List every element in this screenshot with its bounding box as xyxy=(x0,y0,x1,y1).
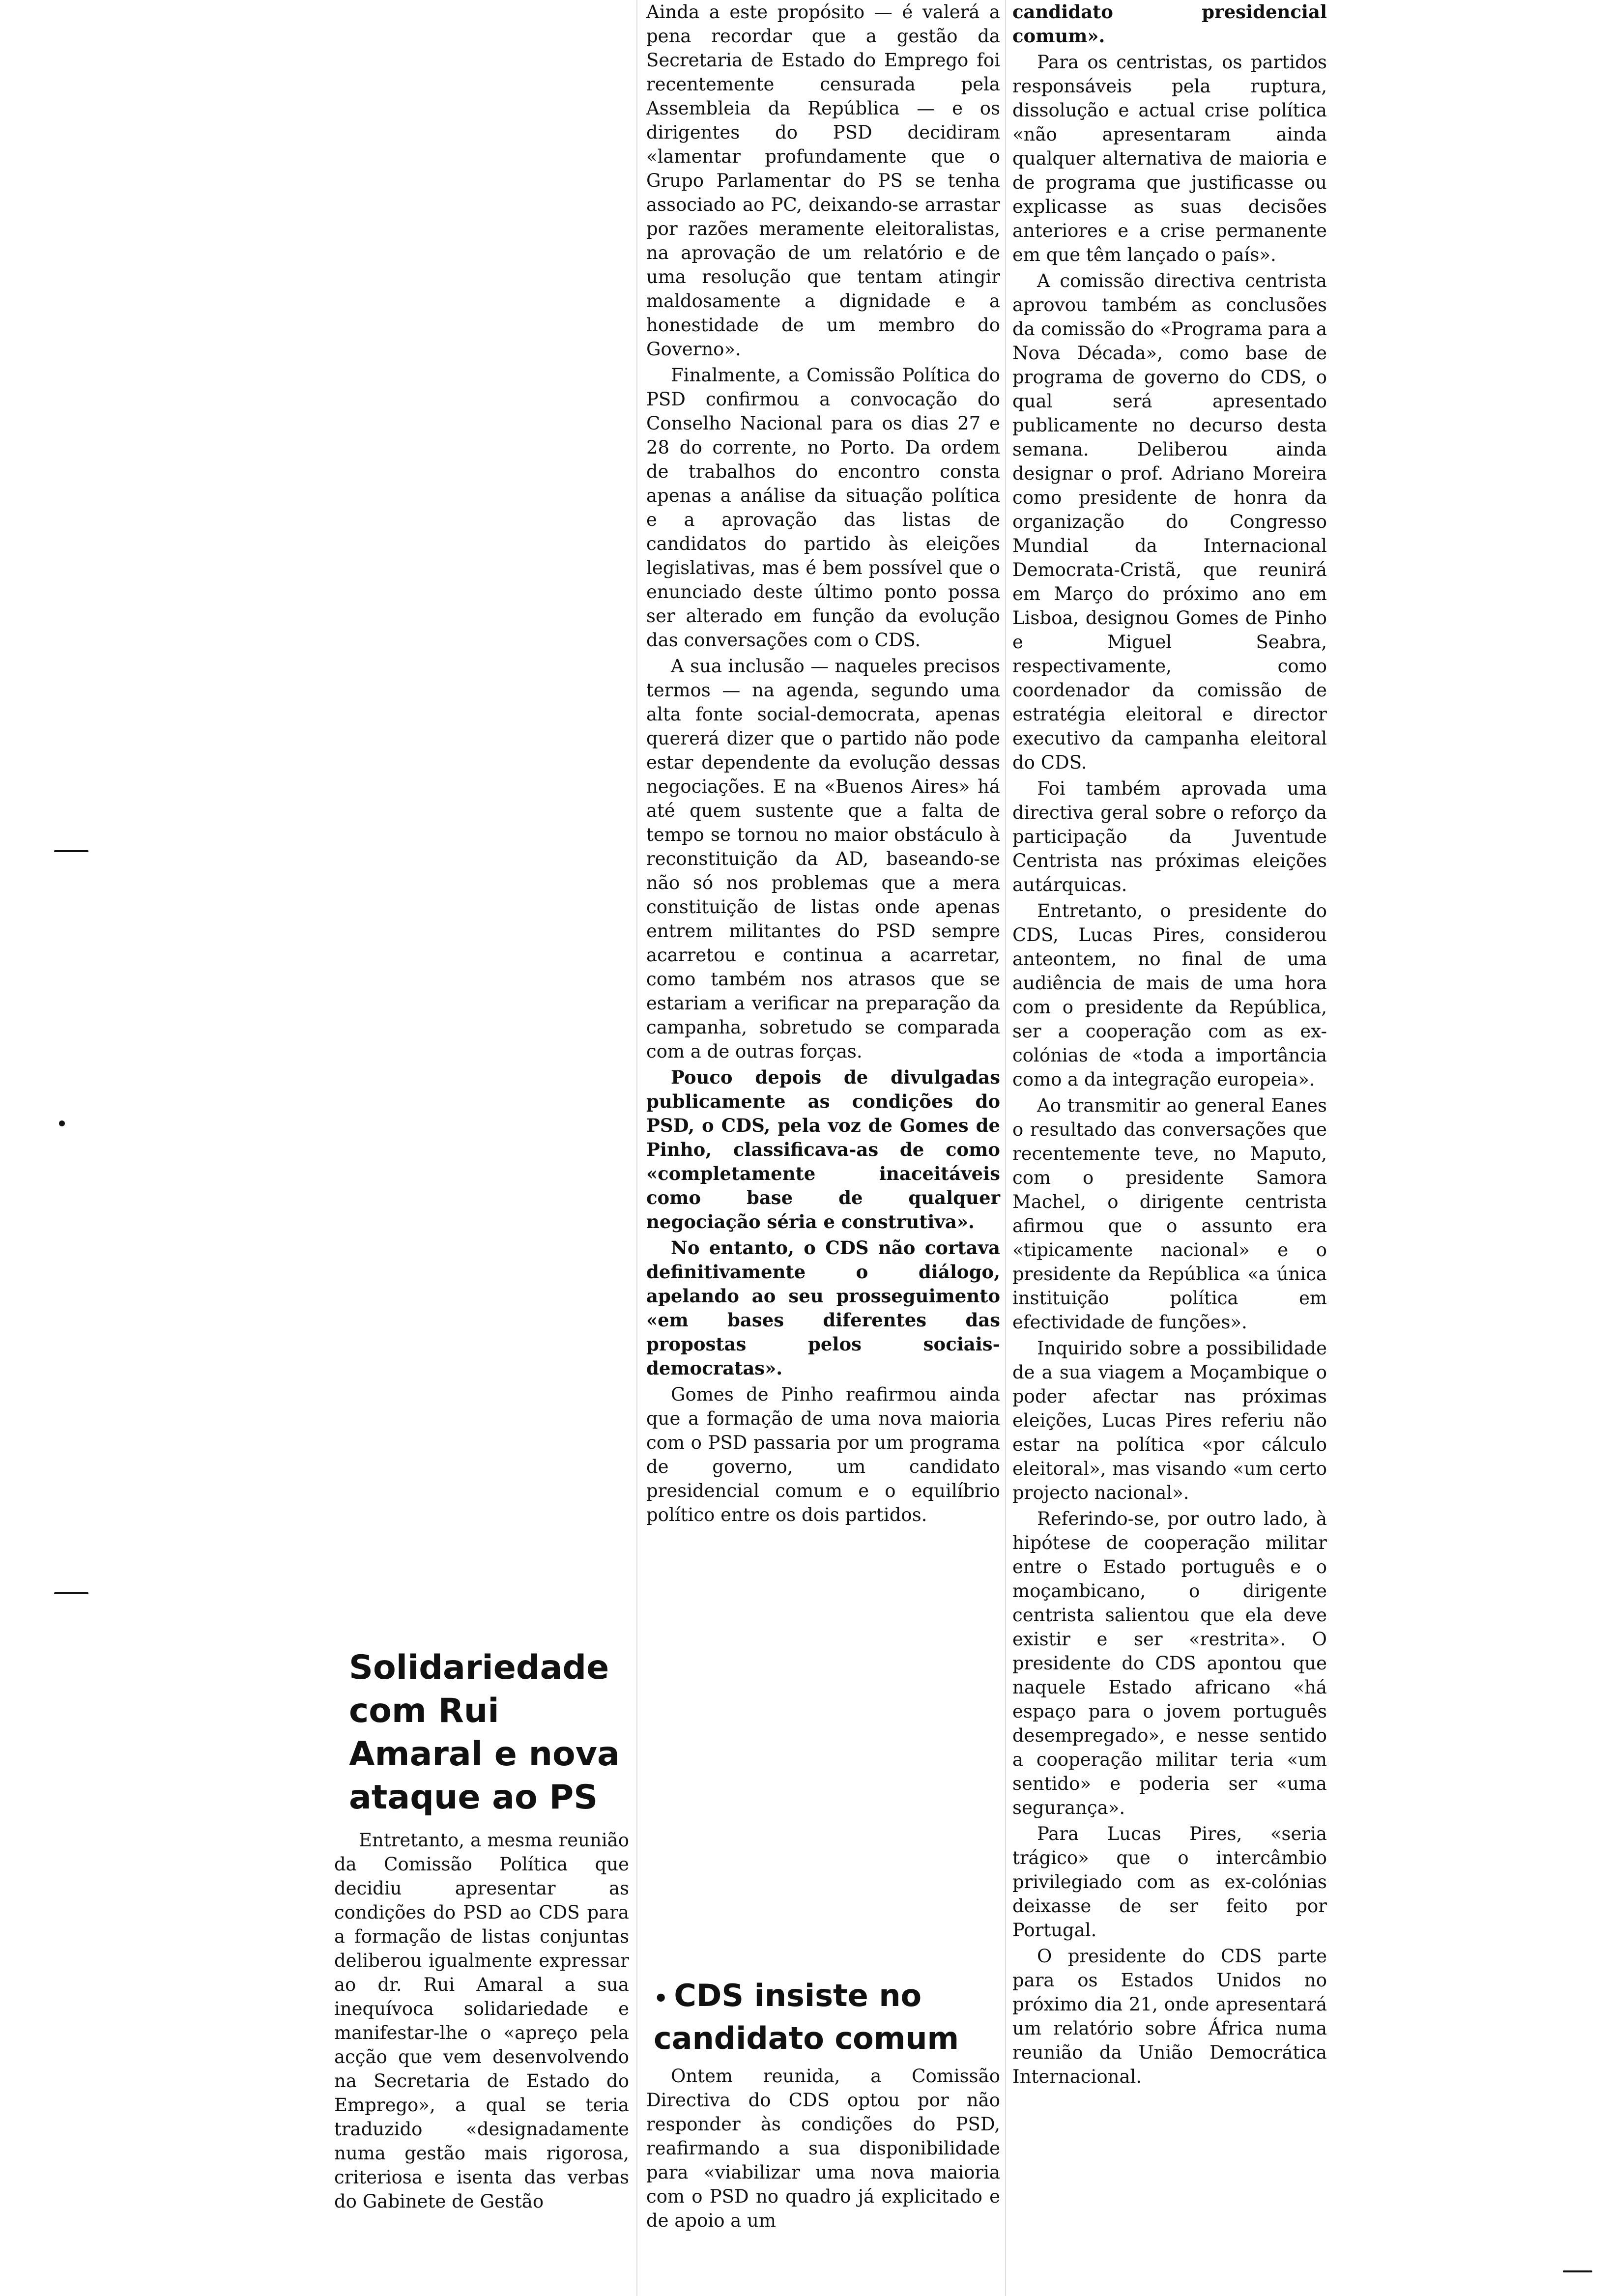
bullet-icon: • xyxy=(654,1985,668,2011)
paragraph: Para os centristas, os partidos responsáveis pela ruptura, dissolução e actual crise política «não apresentaram ainda qualquer alternativa de maioria e de programa que justificasse ou explicasse as suas decisões anteriores e a crise permanente em que têm lançado o país». xyxy=(1012,52,1327,265)
cds-column xyxy=(646,2064,1000,2235)
paragraph: Ao transmitir ao general Eanes o resultado das conversações que recentemente teve, no Maputo, com o presidente Samora Machel, o dirigente centrista afirmou que o assunto era «tipicamente nacional» e o presidente da República «a única instituição política em efectividade de funções». xyxy=(1012,1095,1327,1333)
column-divider xyxy=(1005,0,1006,2296)
paragraph: No entanto, o CDS não cortava definitivamente o diálogo, apelando ao seu prosseguimento «em bases diferentes das propostas pelos sociais-democratas». xyxy=(646,1237,1000,1379)
scan-dot xyxy=(59,1120,65,1126)
paragraph: O presidente do CDS parte para os Estados Unidos no próximo dia 21, onde apresentará um relatório sobre África numa reunião da União Democrática Internacional. xyxy=(1012,1946,1327,2087)
paragraph: Ainda a este propósito — é valerá a pena recordar que a gestão da Secretaria de Estado do Emprego foi recentemente censurada pela Assembleia da República — e os dirigentes do PSD decidiram «lamentar profundamente que o Grupo Parlamentar do PS se tenha associado ao PC, deixando-se arrastar por razões meramente eleitoralistas, na aprovação de um relatório e de uma resolução que tentam atingir maldosamente a dignidade e a honestidade de um membro do Governo». xyxy=(646,1,1000,360)
scan-mark xyxy=(1563,2270,1592,2272)
headline-cds-insiste xyxy=(654,1976,968,2059)
scan-mark xyxy=(54,850,88,852)
paragraph: Ontem reunida, a Comissão Directiva do CDS optou por não responder às condições do PSD, reafirmando a sua disponibilidade para «viabilizar uma nova maioria com o PSD no quadro já explicitado e de apoio a um xyxy=(646,2066,1000,2231)
headline-solidariedade: Solidariedade com Rui Amaral e nova ataque ao PS xyxy=(349,1648,620,1817)
scan-mark xyxy=(54,1592,88,1594)
paragraph: Pouco depois de divulgadas publicamente as condições do PSD, o CDS, pela voz de Gomes de Pinho, classificava-as de como «completamente inaceitáveis como base de qualquer negociação séria e construtiva». xyxy=(646,1066,1000,1233)
paragraph: Finalmente, a Comissão Política do PSD confirmou a convocação do Conselho Nacional para os dias 27 e 28 do corrente, no Porto. Da ordem de trabalhos do encontro consta apenas a análise da situação política e a aprovação das listas de candidatos do partido às eleições legislativas, mas é bem possível que o enunciado deste último ponto possa ser alterado em função da evolução das conversações com o CDS. xyxy=(646,365,1000,651)
middle-column xyxy=(646,0,1000,1529)
right-column xyxy=(1012,0,1327,2091)
paragraph: A comissão directiva centrista aprovou também as conclusões da comissão do «Programa para a Nova Década», como base de programa de governo do CDS, o qual será apresentado publicamente no decurso desta semana. Deliberou ainda designar o prof. Adriano Moreira como presidente de honra da organização do Congresso Mundial da Internacional Democrata-Cristã, que reunirá em Março do próximo ano em Lisboa, designou Gomes de Pinho e Miguel Seabra, respectivamente, como coordenador da comissão de estratégia eleitoral e director executivo da campanha eleitoral do CDS. xyxy=(1012,270,1327,773)
paragraph: Entretanto, a mesma reunião da Comissão Política que decidiu apresentar as condições do PSD ao CDS para a formação de listas conjuntas deliberou igualmente expressar ao dr. Rui Amaral a sua inequívoca solidariedade e manifestar-lhe o «apreço pela acção que vem desenvolvendo na Secretaria de Estado do Emprego», a qual se teria traduzido «designadamente numa gestão mais rigorosa, criteriosa e isenta das verbas do Gabinete de Gestão xyxy=(334,1830,629,2212)
paragraph: candidato presidencial comum». xyxy=(1012,1,1327,47)
paragraph: Referindo-se, por outro lado, à hipótese de cooperação militar entre o Estado português e o moçambicano, o dirigente centrista salientou que ela deve existir e ser «restrita». O presidente do CDS apontou que naquele Estado africano «há espaço para o jovem português desempregado», e nesse sentido a cooperação militar teria «um sentido» e poderia ser «uma segurança». xyxy=(1012,1508,1327,1818)
paragraph: Para Lucas Pires, «seria trágico» que o intercâmbio privilegiado com as ex-colónias deixasse de ser feito por Portugal. xyxy=(1012,1823,1327,1941)
paragraph: Entretanto, o presidente do CDS, Lucas Pires, considerou anteontem, no final de uma audiência de mais de uma hora com o presidente da República, ser a cooperação com as ex-colónias de «toda a importância como a da integração europeia». xyxy=(1012,900,1327,1090)
paragraph: Inquirido sobre a possibilidade de a sua viagem a Moçambique o poder afectar nas próximas eleições, Lucas Pires referiu não estar na política «por cálculo eleitoral», mas visando «um certo projecto nacional». xyxy=(1012,1338,1327,1503)
left-column xyxy=(334,1828,629,2215)
paragraph: A sua inclusão — naqueles precisos termos — na agenda, segundo uma alta fonte social-democrata, apenas quererá dizer que o partido não pode estar dependente da evolução dessas negociações. E na «Buenos Aires» há até quem sustente que a falta de tempo se tornou no maior obstáculo à reconstituição da AD, baseando-se não só nos problemas que a mera constituição de listas onde apenas entrem militantes do PSD sempre acarretou e continua a acarretar, como também nos atrasos que se estariam a verificar na preparação da campanha, sobretudo se comparada com a de outras forças. xyxy=(646,656,1000,1062)
paragraph: Gomes de Pinho reafirmou ainda que a formação de uma nova maioria com o PSD passaria por um programa de governo, um candidato presidencial comum e o equilíbrio político entre os dois partidos. xyxy=(646,1384,1000,1525)
headline-text: CDS insiste no candidato comum xyxy=(654,1978,959,2056)
column-divider xyxy=(636,0,637,2296)
paragraph: Foi também aprovada uma directiva geral sobre o reforço da participação da Juventude Centrista nas próximas eleições autárquicas. xyxy=(1012,778,1327,895)
